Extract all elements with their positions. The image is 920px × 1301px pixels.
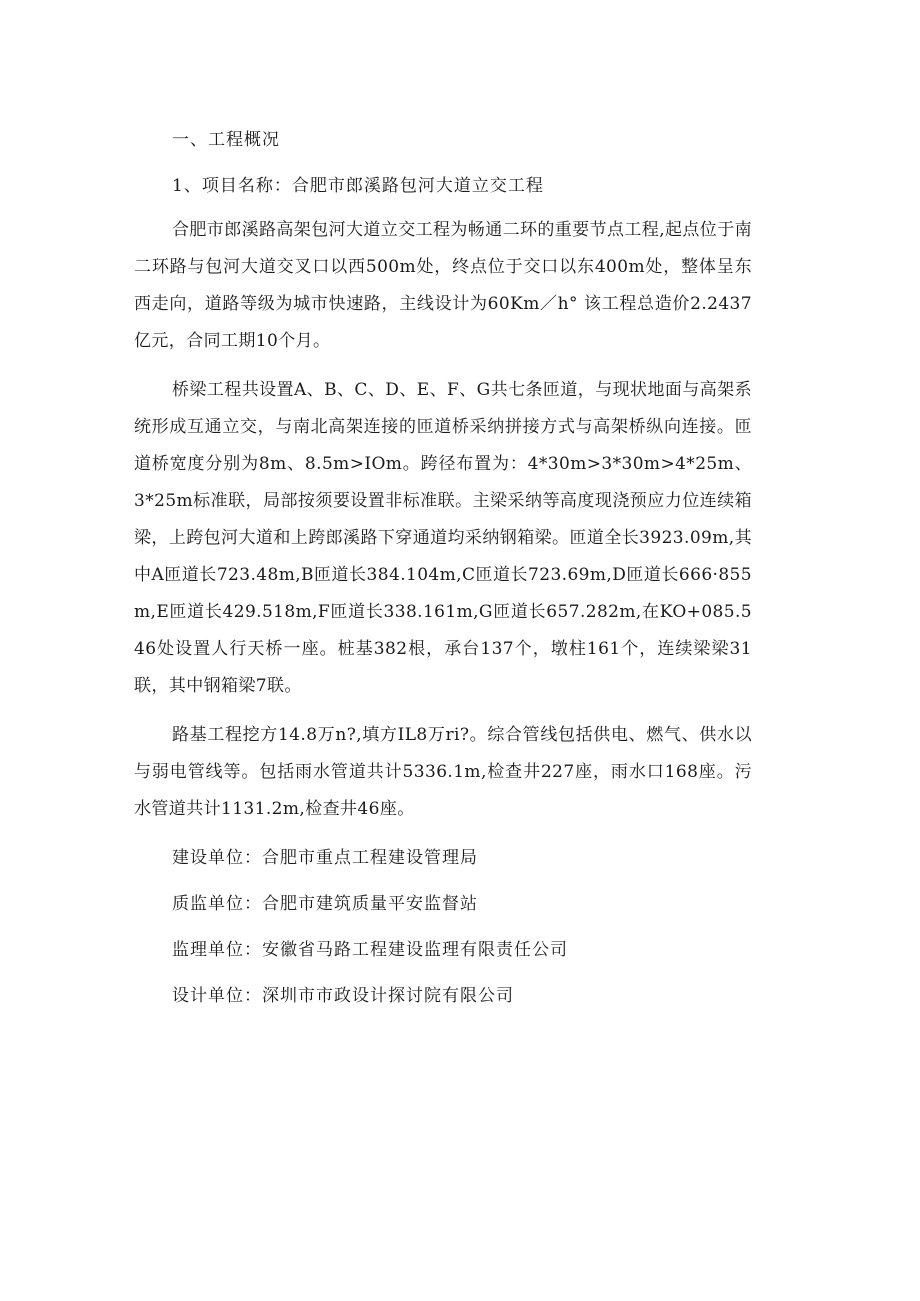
design-unit: 设计单位：深圳市市政设计探讨院有限公司 xyxy=(172,986,514,1006)
supervision-unit: 监理单位：安徽省马路工程建设监理有限责任公司 xyxy=(172,940,568,960)
project-name-line: 1、项目名称：合肥市郎溪路包河大道立交工程 xyxy=(172,176,544,196)
overview-paragraph: 合肥市郎溪路高架包河大道立交工程为畅通二环的重要节点工程,起点位于南二环路与包河大道交叉口以西500m处，终点位于交口以东400m处，整体呈东西走向，道路等级为城市快速路，主线设计为60Km／h° 该工程总造价2.2437亿元，合同工期10个月。 xyxy=(134,220,753,351)
roadbed-works-paragraph: 路基工程挖方14.8万n?,填方IL8万ri?。综合管线包括供电、燃气、供水以与弱电管线等。包括雨水管道共计5336.1m,检查井227座，雨水口168座。污水管道共计1131.2m,检查井46座。 xyxy=(134,725,752,819)
section-heading: 一、工程概况 xyxy=(172,130,280,150)
construction-unit: 建设单位：合肥市重点工程建设管理局 xyxy=(172,848,478,868)
bridge-works-paragraph: 桥梁工程共设置A、B、C、D、E、F、G共七条匝道，与现状地面与高架系统形成互通立交，与南北高架连接的匝道桥采纳拼接方式与高架桥纵向连接。匝道桥宽度分别为8m、8.5m>IOm。跨径布置为：4*30m>3*30m>4*25m、3*25m标准联，局部按须要设置非标准联。主梁采纳等高度现浇预应力位连续箱梁，上跨包河大道和上跨郎溪路下穿通道均采纳钢箱梁。匝道全长3923.09m,其中A匝道长723.48m,B匝道长384.104m,C匝道长723.69m,D匝道长666·855m,E匝道长429.518m,F匝道长338.161m,G匝道长657.282m,在KO+085.546处设置人行天桥一座。桩基382根，承台137个，墩柱161个，连续梁梁31联，其中钢箱梁7联。 xyxy=(134,380,752,696)
quality-supervision-unit: 质监单位：合肥市建筑质量平安监督站 xyxy=(172,894,478,914)
document-body xyxy=(134,122,792,1024)
